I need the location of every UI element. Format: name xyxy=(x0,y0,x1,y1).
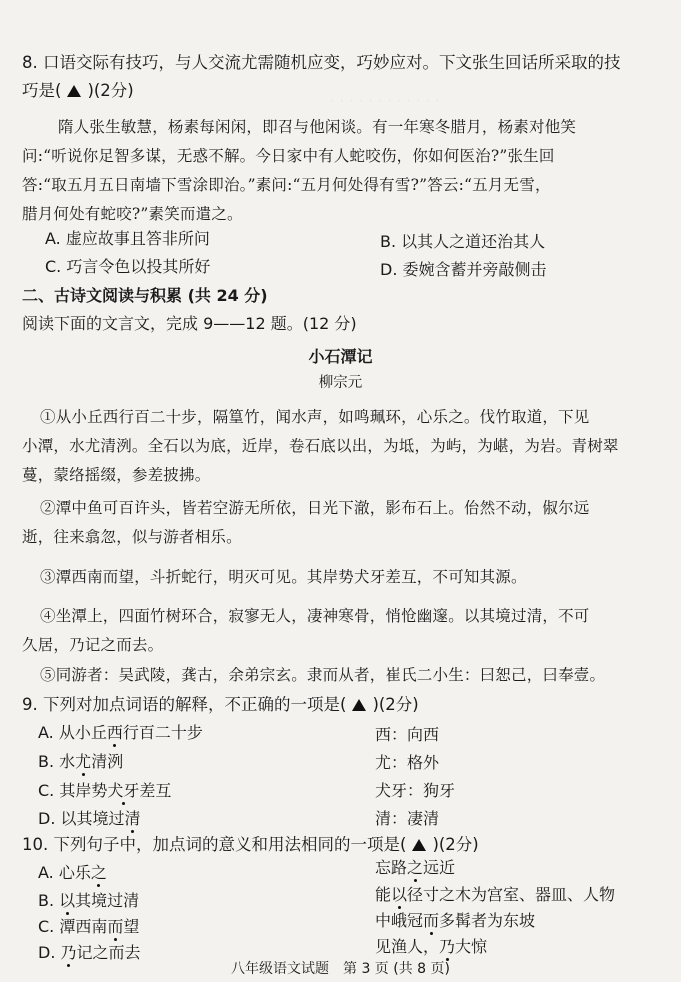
answer-triangle-icon xyxy=(412,839,426,851)
option-text: 心乐 xyxy=(58,863,91,882)
q8-stem-line2 xyxy=(22,80,134,102)
passage-line: ⑤同游者：吴武陵，龚古，余弟宗玄。隶而从者，崔氏二小生：曰恕己，曰奉壹。 xyxy=(40,666,606,684)
q9-option-d xyxy=(38,808,141,830)
option-label: B. xyxy=(38,752,55,771)
option-text: 以其境过 xyxy=(60,809,125,828)
dotted-word: 之 xyxy=(407,858,424,877)
option-label: A. xyxy=(38,863,54,882)
dotted-word: 西 xyxy=(106,723,123,742)
option-text: 望 xyxy=(123,917,140,936)
passage-line: 小潭，水尤清洌。全石以为底，近岸，卷石底以出，为坻，为屿，为嵁，为岩。青树翠 xyxy=(22,437,619,455)
option-text: 见渔人， xyxy=(375,937,440,956)
q10-option-c-right xyxy=(375,910,535,932)
dotted-word: 之 xyxy=(90,863,107,882)
option-text: 中峨冠 xyxy=(375,911,424,930)
option-text: 潭西南 xyxy=(59,917,108,936)
dotted-word: 尤 xyxy=(75,752,92,771)
passage-line: 久居，乃记之而去。 xyxy=(22,636,164,654)
q10-option-c-left xyxy=(38,916,139,938)
answer-triangle-icon xyxy=(352,699,366,711)
option-label: C. xyxy=(38,781,55,800)
q10-option-d-right xyxy=(375,936,487,958)
dotted-word: 而 xyxy=(423,911,440,930)
q9-stem xyxy=(22,694,419,716)
dotted-word: 以 xyxy=(59,891,76,910)
q8-score: )(2分) xyxy=(87,81,134,100)
option-text: 从小丘 xyxy=(58,723,107,742)
option-label: B. xyxy=(38,891,55,910)
option-label: D. xyxy=(38,943,56,962)
dotted-word: 犬牙 xyxy=(107,781,140,800)
q9-option-b xyxy=(38,751,123,773)
show-through-text: · · · · · · · · · · · · xyxy=(330,92,440,110)
dotted-word: 而 xyxy=(107,917,124,936)
q10-option-a-right xyxy=(375,857,455,879)
option-text: 忘路 xyxy=(375,858,408,877)
q10-stem xyxy=(22,834,479,856)
q8-stem-line1: 8. 口语交际有技巧，与人交流尤需随机应变，巧妙应对。下文张生回话所采取的技 xyxy=(22,53,621,72)
option-text: 其岸势 xyxy=(59,781,108,800)
option-label: A. xyxy=(38,723,54,742)
q8-passage-line: 腊月何处有蛇咬?”素笑而遣之。 xyxy=(22,205,243,223)
option-text: 远近 xyxy=(423,858,456,877)
q8-option-c: C. 巧言令色以投其所好 xyxy=(45,257,211,276)
section-instruction: 阅读下面的文言文，完成 9——12 题。(12 分) xyxy=(22,314,357,333)
passage-title: 小石潭记 xyxy=(308,347,373,366)
q10-score: )(2分) xyxy=(432,835,479,854)
dotted-word: 乃 xyxy=(60,943,77,962)
q9-answer-c: 犬牙：狗牙 xyxy=(375,781,456,800)
q8-passage-line: 答:“取五月五日南墙下雪涂即治。”素问:“五月何处得有雪?”答云:“五月无雪， xyxy=(22,176,551,194)
option-label: D. xyxy=(38,809,56,828)
option-text: 水 xyxy=(59,752,76,771)
q8-stem-prefix: 巧是( xyxy=(22,81,62,100)
q9-score: )(2分) xyxy=(372,695,419,714)
passage-line: 蔓，蒙络摇缀，参差披拂。 xyxy=(22,466,211,484)
option-text: 其境过清 xyxy=(75,891,140,910)
passage-line: ④坐潭上，四面竹树环合，寂寥无人，凄神寒骨，悄怆幽邃。以其境过清，不可 xyxy=(40,607,590,625)
option-text: 能 xyxy=(375,885,392,904)
passage-author: 柳宗元 xyxy=(318,375,363,391)
passage-line: 逝，往来翕忽，似与游者相乐。 xyxy=(22,528,242,546)
q8-passage-line: 问:“听说你足智多谋，无惑不解。今日家中有人蛇咬伤，你如何医治?”张生回 xyxy=(22,147,555,165)
dotted-word: 乃 xyxy=(439,937,456,956)
option-text: 多髯者为东坡 xyxy=(439,911,536,930)
answer-triangle-icon xyxy=(67,85,81,97)
q8-passage-line: 隋人张生敏慧，杨素每闲闲，即召与他闲谈。有一年寒冬腊月，杨素对他笑 xyxy=(58,118,577,136)
dotted-word: 清 xyxy=(124,809,141,828)
q9-answer-b: 尤：格外 xyxy=(375,753,440,772)
section-heading: 二、古诗文阅读与积累 (共 24 分) xyxy=(22,286,268,305)
passage-line: ③潭西南而望，斗折蛇行，明灭可见。其岸势犬牙差互，不可知其源。 xyxy=(40,568,527,586)
q10-option-b-left xyxy=(38,890,139,912)
q9-option-a xyxy=(38,722,203,744)
option-text: 差互 xyxy=(139,781,172,800)
option-label: C. xyxy=(38,917,55,936)
option-text: 大惊 xyxy=(455,937,488,956)
q8-option-d: D. 委婉含蓄并旁敲侧击 xyxy=(380,260,547,279)
q9-answer-a: 西：向西 xyxy=(375,725,440,744)
option-text: 行百二十步 xyxy=(122,723,203,742)
option-text: 记之而去 xyxy=(76,943,141,962)
q10-stem-text: 10. 下列句子中，加点词的意义和用法相同的一项是( xyxy=(22,835,407,854)
q8-option-a: A. 虚应故事且答非所问 xyxy=(45,229,210,248)
q9-option-c xyxy=(38,780,171,802)
option-text: 径寸之木为宫室、器皿、人物 xyxy=(407,885,616,904)
q8-option-b: B. 以其人之道还治其人 xyxy=(380,232,546,251)
q9-stem-text: 9. 下列对加点词语的解释，不正确的一项是( xyxy=(22,695,347,714)
q9-answer-d: 清：凄清 xyxy=(375,809,440,828)
page-footer: 八年级语文试题 第 3 页 (共 8 页) xyxy=(231,961,450,977)
option-text: 清洌 xyxy=(91,752,124,771)
q10-option-b-right xyxy=(375,884,615,906)
dotted-word: 以 xyxy=(391,885,408,904)
passage-line: ①从小丘西行百二十步，隔篁竹，闻水声，如鸣珮环，心乐之。伐竹取道，下见 xyxy=(40,408,590,426)
passage-line: ②潭中鱼可百许头，皆若空游无所依，日光下澈，影布石上。佁然不动，俶尔远 xyxy=(40,499,590,517)
q10-option-a-left xyxy=(38,862,107,884)
